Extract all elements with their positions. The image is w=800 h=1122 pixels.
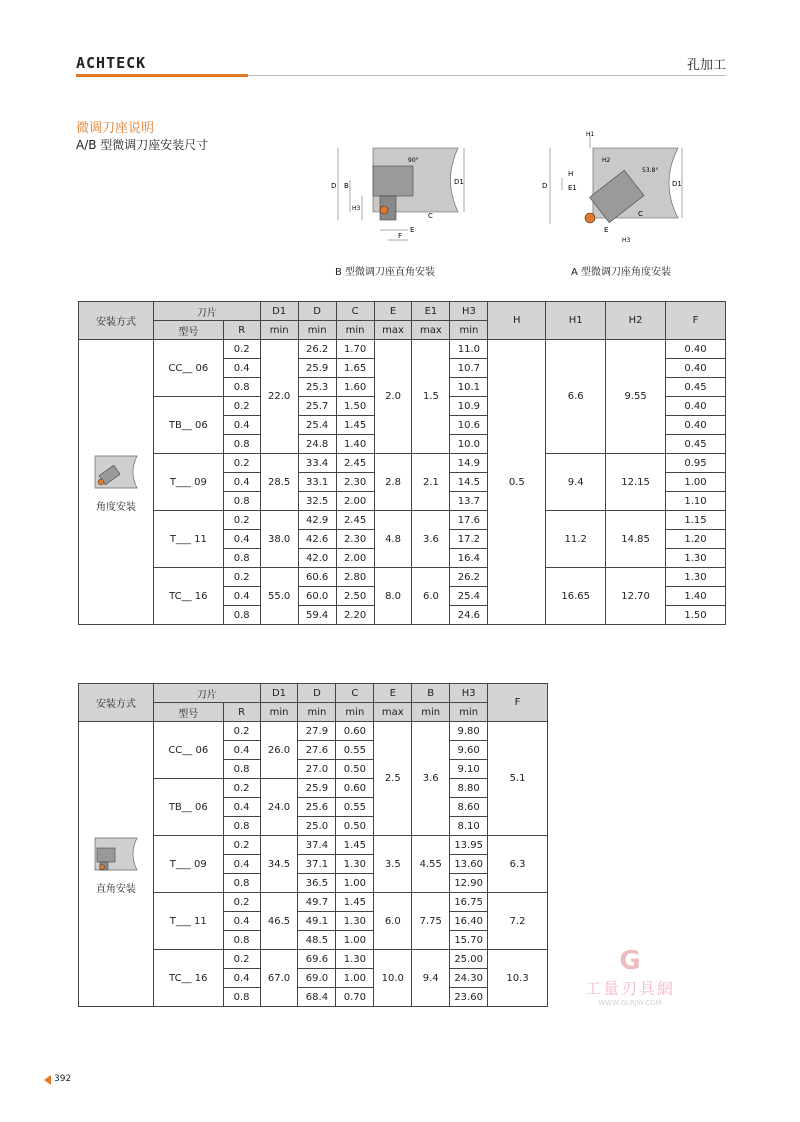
category-label: 孔加工 [686, 58, 726, 73]
c-cell: 0.55 [336, 741, 374, 760]
h1-cell: 16.65 [546, 568, 606, 625]
f-cell: 5.1 [488, 722, 548, 836]
model-cell: T___ 09 [153, 454, 223, 511]
h1-cell: 6.6 [546, 340, 606, 454]
c-cell: 0.60 [336, 779, 374, 798]
header-h: H [488, 302, 546, 340]
header-min: min [260, 703, 298, 722]
h3-cell: 10.7 [450, 359, 488, 378]
h3-cell: 8.80 [450, 779, 488, 798]
d-cell: 49.7 [298, 893, 336, 912]
h3-cell: 26.2 [450, 568, 488, 587]
model-cell: T___ 11 [153, 511, 223, 568]
h3-cell: 17.6 [450, 511, 488, 530]
page-number: 392 [54, 1074, 72, 1084]
label-angle: 90° [408, 157, 419, 164]
header-mount: 安装方式 [79, 684, 154, 722]
header-f: F [488, 684, 548, 722]
e-cell: 6.0 [374, 893, 412, 950]
d-cell: 33.4 [298, 454, 336, 473]
h3-cell: 11.0 [450, 340, 488, 359]
h3-cell: 13.60 [450, 855, 488, 874]
diagram-a-caption: A 型微调刀座角度安装 [571, 267, 672, 278]
r-cell: 0.4 [223, 969, 260, 988]
d-cell: 69.6 [298, 950, 336, 969]
c-cell: 2.50 [336, 587, 374, 606]
h3-cell: 16.75 [450, 893, 488, 912]
label-h3: H3 [622, 237, 631, 244]
c-cell: 0.70 [336, 988, 374, 1007]
c-cell: 1.45 [336, 836, 374, 855]
d-cell: 25.9 [298, 779, 336, 798]
f-cell: 1.50 [666, 606, 726, 625]
d-cell: 59.4 [298, 606, 336, 625]
r-cell: 0.2 [223, 454, 260, 473]
r-cell: 0.2 [223, 722, 260, 741]
r-cell: 0.4 [223, 855, 260, 874]
c-cell: 1.30 [336, 950, 374, 969]
label-d: D [331, 182, 337, 190]
r-cell: 0.4 [223, 798, 260, 817]
label-h2: H2 [602, 157, 611, 164]
diagram-b-caption: B 型微调刀座直角安装 [335, 267, 436, 278]
header-b: B [412, 684, 450, 703]
f-cell: 1.30 [666, 568, 726, 587]
diagram-b-right-angle [328, 140, 468, 250]
r-cell: 0.4 [223, 912, 260, 931]
e1-cell: 1.5 [412, 340, 450, 454]
d-cell: 49.1 [298, 912, 336, 931]
label-angle: 53.8° [642, 167, 659, 174]
c-cell: 0.50 [336, 817, 374, 836]
d-cell: 27.9 [298, 722, 336, 741]
h3-cell: 25.4 [450, 587, 488, 606]
label-b: B [344, 182, 349, 190]
label-c: C [638, 210, 643, 218]
label-d1: D1 [672, 180, 682, 188]
h2-cell: 12.70 [606, 568, 666, 625]
label-h3: H3 [352, 205, 361, 212]
h3-cell: 16.4 [450, 549, 488, 568]
r-cell: 0.2 [223, 568, 260, 587]
d-cell: 25.4 [298, 416, 336, 435]
d1-cell: 67.0 [260, 950, 298, 1007]
mount-cell [79, 722, 154, 1007]
c-cell: 0.60 [336, 722, 374, 741]
section-subtitle: A/B 型微调刀座安装尺寸 [76, 138, 209, 152]
header-min: min [298, 703, 336, 722]
e-cell: 8.0 [374, 568, 412, 625]
label-e: E [604, 226, 609, 234]
e-cell: 2.8 [374, 454, 412, 511]
e1-cell: 6.0 [412, 568, 450, 625]
label-d: D [542, 182, 548, 190]
header-d: D [298, 684, 336, 703]
f-cell: 0.40 [666, 340, 726, 359]
watermark-logo-icon: G [619, 946, 641, 976]
header-rule [248, 75, 726, 76]
h1-cell: 11.2 [546, 511, 606, 568]
d1-cell: 34.5 [260, 836, 298, 893]
d-cell: 42.6 [298, 530, 336, 549]
header-c: C [336, 302, 374, 321]
header-model: 型号 [153, 703, 223, 722]
c-cell: 2.45 [336, 454, 374, 473]
b-cell: 4.55 [412, 836, 450, 893]
header-e1: E1 [412, 302, 450, 321]
r-cell: 0.2 [223, 836, 260, 855]
h3-cell: 9.80 [450, 722, 488, 741]
f-cell: 0.40 [666, 416, 726, 435]
c-cell: 0.50 [336, 760, 374, 779]
model-cell: TB__ 06 [153, 397, 223, 454]
table-row [79, 722, 548, 741]
label-d1: D1 [454, 178, 464, 186]
f-cell: 1.15 [666, 511, 726, 530]
c-cell: 2.45 [336, 511, 374, 530]
header-min: min [260, 321, 298, 340]
e1-cell: 2.1 [412, 454, 450, 511]
c-cell: 1.70 [336, 340, 374, 359]
b-cell: 9.4 [412, 950, 450, 1007]
d-cell: 32.5 [298, 492, 336, 511]
model-cell: T___ 09 [153, 836, 223, 893]
d1-cell: 22.0 [260, 340, 298, 454]
header-max: max [374, 703, 412, 722]
d1-cell: 26.0 [260, 722, 298, 779]
c-cell: 1.30 [336, 855, 374, 874]
h3-cell: 10.0 [450, 435, 488, 454]
d-cell: 68.4 [298, 988, 336, 1007]
d-cell: 37.4 [298, 836, 336, 855]
r-cell: 0.8 [223, 988, 260, 1007]
d-cell: 69.0 [298, 969, 336, 988]
d1-cell: 24.0 [260, 779, 298, 836]
d-cell: 26.2 [298, 340, 336, 359]
h3-cell: 17.2 [450, 530, 488, 549]
header-max: max [412, 321, 450, 340]
mount-cell [79, 340, 154, 625]
label-e: E [410, 226, 415, 234]
f-cell: 0.40 [666, 397, 726, 416]
d-cell: 25.7 [298, 397, 336, 416]
header-min: min [298, 321, 336, 340]
header-min: min [450, 321, 488, 340]
r-cell: 0.2 [223, 779, 260, 798]
header-mount: 安装方式 [79, 302, 154, 340]
f-cell: 1.10 [666, 492, 726, 511]
h2-cell: 14.85 [606, 511, 666, 568]
label-f: F [398, 232, 403, 240]
r-cell: 0.2 [223, 397, 260, 416]
right-angle-mount-icon [91, 834, 141, 874]
header-d: D [298, 302, 336, 321]
f-cell: 1.00 [666, 473, 726, 492]
mount-label: 角度安装 [95, 501, 136, 513]
e-cell: 10.0 [374, 950, 412, 1007]
c-cell: 1.45 [336, 416, 374, 435]
e-cell: 4.8 [374, 511, 412, 568]
d-cell: 60.0 [298, 587, 336, 606]
label-h1: H1 [586, 131, 595, 138]
model-cell: TB__ 06 [153, 779, 223, 836]
h3-cell: 24.6 [450, 606, 488, 625]
r-cell: 0.4 [223, 416, 260, 435]
mount-label: 直角安装 [95, 883, 136, 895]
r-cell: 0.2 [223, 950, 260, 969]
c-cell: 1.00 [336, 969, 374, 988]
watermark-url: WWW.GLRJW.COM [598, 999, 662, 1007]
header-insert: 刀片 [153, 684, 260, 703]
h3-cell: 8.60 [450, 798, 488, 817]
d1-cell: 28.5 [260, 454, 298, 511]
diagram-a-angled [538, 128, 688, 253]
header-min: min [336, 321, 374, 340]
b-cell: 3.6 [412, 722, 450, 836]
model-cell: TC__ 16 [153, 568, 223, 625]
header-max: max [374, 321, 412, 340]
d-cell: 60.6 [298, 568, 336, 587]
e1-cell: 3.6 [412, 511, 450, 568]
h3-cell: 24.30 [450, 969, 488, 988]
h3-cell: 12.90 [450, 874, 488, 893]
model-cell: T___ 11 [153, 893, 223, 950]
header-min: min [450, 703, 488, 722]
c-cell: 1.50 [336, 397, 374, 416]
c-cell: 1.00 [336, 931, 374, 950]
r-cell: 0.2 [223, 340, 260, 359]
d-cell: 25.3 [298, 378, 336, 397]
c-cell: 1.45 [336, 893, 374, 912]
f-cell: 1.20 [666, 530, 726, 549]
table-row [79, 454, 726, 473]
header-min: min [336, 703, 374, 722]
brand-logo: ACHTECK [76, 54, 147, 72]
r-cell: 0.8 [223, 817, 260, 836]
r-cell: 0.8 [223, 435, 260, 454]
f-cell: 0.45 [666, 435, 726, 454]
header-h2: H2 [606, 302, 666, 340]
model-cell: CC__ 06 [153, 340, 223, 397]
header-d1: D1 [260, 684, 298, 703]
f-cell: 7.2 [488, 893, 548, 950]
watermark [560, 946, 700, 1007]
h3-cell: 10.9 [450, 397, 488, 416]
header-c: C [336, 684, 374, 703]
header-r: R [223, 321, 260, 340]
model-cell: CC__ 06 [153, 722, 223, 779]
section-title: 微调刀座说明 [76, 121, 155, 136]
d-cell: 27.6 [298, 741, 336, 760]
header-f: F [666, 302, 726, 340]
header-h3: H3 [450, 684, 488, 703]
c-cell: 1.60 [336, 378, 374, 397]
d-cell: 37.1 [298, 855, 336, 874]
c-cell: 1.30 [336, 912, 374, 931]
header-min: min [412, 703, 450, 722]
page-marker-icon [44, 1075, 51, 1085]
r-cell: 0.8 [223, 606, 260, 625]
f-cell: 0.40 [666, 359, 726, 378]
header-h1: H1 [546, 302, 606, 340]
f-cell: 0.45 [666, 378, 726, 397]
header-e: E [374, 684, 412, 703]
f-cell: 1.40 [666, 587, 726, 606]
label-h: H [568, 170, 574, 178]
header-h3: H3 [450, 302, 488, 321]
c-cell: 2.80 [336, 568, 374, 587]
header-r: R [223, 703, 260, 722]
label-e1: E1 [568, 184, 577, 192]
header-d1: D1 [260, 302, 298, 321]
h-cell: 0.5 [488, 340, 546, 625]
table-angled-mount [78, 301, 726, 625]
table-row [79, 568, 726, 587]
c-cell: 2.00 [336, 492, 374, 511]
d1-cell: 46.5 [260, 893, 298, 950]
label-c: C [428, 212, 433, 220]
c-cell: 2.30 [336, 473, 374, 492]
e-cell: 3.5 [374, 836, 412, 893]
d1-cell: 55.0 [260, 568, 298, 625]
d-cell: 27.0 [298, 760, 336, 779]
d-cell: 42.9 [298, 511, 336, 530]
r-cell: 0.4 [223, 473, 260, 492]
r-cell: 0.8 [223, 874, 260, 893]
h3-cell: 23.60 [450, 988, 488, 1007]
e-cell: 2.5 [374, 722, 412, 836]
table-right-angle-mount [78, 683, 548, 1007]
h3-cell: 25.00 [450, 950, 488, 969]
d-cell: 36.5 [298, 874, 336, 893]
r-cell: 0.8 [223, 931, 260, 950]
d1-cell: 38.0 [260, 511, 298, 568]
c-cell: 1.65 [336, 359, 374, 378]
d-cell: 25.0 [298, 817, 336, 836]
d-cell: 33.1 [298, 473, 336, 492]
f-cell: 6.3 [488, 836, 548, 893]
h3-cell: 10.6 [450, 416, 488, 435]
header-insert: 刀片 [153, 302, 260, 321]
table-row [79, 340, 726, 359]
c-cell: 2.30 [336, 530, 374, 549]
h3-cell: 14.5 [450, 473, 488, 492]
r-cell: 0.4 [223, 741, 260, 760]
r-cell: 0.4 [223, 359, 260, 378]
h3-cell: 10.1 [450, 378, 488, 397]
header-e: E [374, 302, 412, 321]
h3-cell: 15.70 [450, 931, 488, 950]
h3-cell: 16.40 [450, 912, 488, 931]
d-cell: 48.5 [298, 931, 336, 950]
r-cell: 0.8 [223, 549, 260, 568]
h3-cell: 14.9 [450, 454, 488, 473]
r-cell: 0.4 [223, 530, 260, 549]
h3-cell: 9.10 [450, 760, 488, 779]
b-cell: 7.75 [412, 893, 450, 950]
r-cell: 0.2 [223, 511, 260, 530]
h1-cell: 9.4 [546, 454, 606, 511]
h3-cell: 13.7 [450, 492, 488, 511]
watermark-text: 工量刃具網 [584, 979, 675, 998]
h3-cell: 9.60 [450, 741, 488, 760]
h2-cell: 9.55 [606, 340, 666, 454]
d-cell: 25.6 [298, 798, 336, 817]
r-cell: 0.8 [223, 760, 260, 779]
header-accent-line [76, 74, 248, 77]
c-cell: 2.00 [336, 549, 374, 568]
h2-cell: 12.15 [606, 454, 666, 511]
f-cell: 10.3 [488, 950, 548, 1007]
d-cell: 25.9 [298, 359, 336, 378]
f-cell: 1.30 [666, 549, 726, 568]
r-cell: 0.2 [223, 893, 260, 912]
r-cell: 0.8 [223, 492, 260, 511]
h3-cell: 8.10 [450, 817, 488, 836]
angled-mount-icon [91, 452, 141, 492]
c-cell: 2.20 [336, 606, 374, 625]
d-cell: 24.8 [298, 435, 336, 454]
r-cell: 0.8 [223, 378, 260, 397]
c-cell: 0.55 [336, 798, 374, 817]
h3-cell: 13.95 [450, 836, 488, 855]
header-model: 型号 [153, 321, 223, 340]
c-cell: 1.00 [336, 874, 374, 893]
e-cell: 2.0 [374, 340, 412, 454]
r-cell: 0.4 [223, 587, 260, 606]
d-cell: 42.0 [298, 549, 336, 568]
f-cell: 0.95 [666, 454, 726, 473]
model-cell: TC__ 16 [153, 950, 223, 1007]
table-row [79, 511, 726, 530]
c-cell: 1.40 [336, 435, 374, 454]
